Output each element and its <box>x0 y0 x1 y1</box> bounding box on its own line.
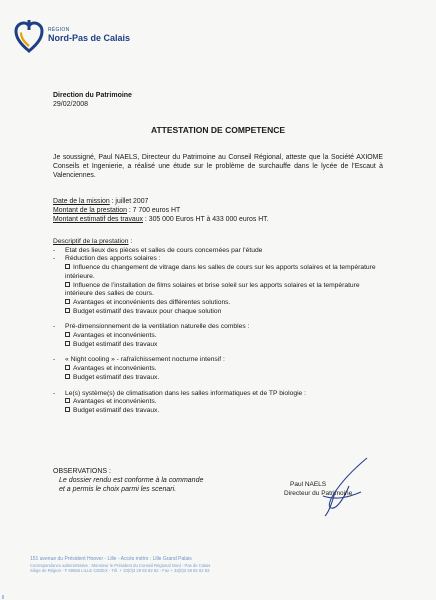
heart-logo-icon <box>14 20 44 54</box>
fact-date-label: Date de la mission <box>53 198 110 205</box>
footer-address: 151 avenue du Président Hoover - Lille - Accès métro : Lille Grand Palais <box>30 556 192 562</box>
sub-item-text: Influence du changement de vitrage dans les salles de cours sur les apports solaires et la température intérieure. <box>65 264 376 280</box>
sub-item <box>53 299 383 308</box>
signatory-name: Paul NAELS <box>290 481 327 488</box>
prestation-description <box>53 238 383 416</box>
list-item <box>53 255 383 264</box>
dash-icon: - <box>53 389 56 397</box>
description-heading-suffix: : <box>128 238 133 245</box>
observations-line-1: Le dossier rendu est conforme à la commande <box>59 477 204 484</box>
checkbox-icon <box>65 264 70 269</box>
sub-item-text: Avantages et inconvénients. <box>73 365 157 373</box>
sender-direction: Direction du Patrimoine <box>53 92 132 99</box>
fact-montant <box>53 206 269 215</box>
region-logo <box>14 20 131 56</box>
description-heading-label: Descriptif de la prestation <box>53 238 129 245</box>
dash-icon: - <box>53 356 56 364</box>
attestation-paragraph: Je soussigné, Paul NAELS, Directeur du Patrimoine au Conseil Régional, atteste que la Société AXIOME Conseils et Ingenierie, a réalisé une étude sur le problème de surchauffe dans le lycée de l’Escaut à Valenciennes. <box>53 154 383 180</box>
document-date: 29/02/2008 <box>53 101 89 108</box>
footer-line-2: Correspondance administrative : Monsieur le Président du Conseil Régional Nord - Pas de Calais <box>30 562 211 568</box>
sub-item-text: Avantages et inconvénients des différentes solutions. <box>73 298 231 306</box>
list-item <box>53 247 383 256</box>
mission-facts <box>53 197 269 224</box>
logo-region-label: RÉGION <box>48 27 70 33</box>
sub-item-text: Budget estimatif des travaux. <box>73 373 160 381</box>
sub-item <box>53 332 383 341</box>
checkbox-icon <box>65 398 70 403</box>
list-item-text: Etat des lieux des pièces et salles de cours concernées par l’étude <box>65 246 263 254</box>
checkbox-icon <box>65 282 70 287</box>
dash-icon: - <box>53 255 56 263</box>
sub-item <box>53 264 383 281</box>
sub-item <box>53 407 383 416</box>
sub-item-text: Budget estimatif des travaux. <box>73 406 160 414</box>
list-item-text: Pré-dimensionnement de la ventilation naturelle des combles : <box>65 323 250 331</box>
logo-region-name: Nord-Pas de Calais <box>48 33 131 43</box>
dash-icon: - <box>53 246 56 254</box>
sub-item-text: Influence de l’installation de films solaires et brise soleil sur les apports solaires et la température intérieure des salles de cours. <box>65 281 360 298</box>
sub-item <box>53 341 383 350</box>
fact-date-value: : juillet 2007 <box>109 198 149 205</box>
page-footer <box>30 557 210 574</box>
fact-travaux-value: : 305 000 Euros HT à 433 000 euros HT. <box>143 216 269 223</box>
list-item-text: Réduction des apports solaires : <box>65 255 161 263</box>
sub-item <box>53 308 383 317</box>
observations-line-2: et a permis le choix parmi les scenari. <box>59 486 177 493</box>
fact-montant-value: : 7 700 euros HT <box>126 207 181 214</box>
sub-item <box>53 282 383 299</box>
fact-travaux-label: Montant estimatif des travaux <box>53 216 144 223</box>
sub-item-text: Avantages et inconvénients. <box>73 332 157 340</box>
fact-travaux <box>53 215 269 224</box>
observations <box>53 467 203 494</box>
signatory-title: Directeur du Patrimoine <box>284 490 353 497</box>
sub-item <box>53 374 383 383</box>
checkbox-icon <box>65 341 70 346</box>
description-heading <box>53 238 383 247</box>
footer-line-3: Siège de Région - F 59555 LILLE CEDEX - Tél. + 33(0)3 28 82 82 82 - Fax + 33(0)3 28 82 82 83 <box>30 568 210 574</box>
list-item-text: « Night cooling » - rafraîchissement nocturne intensif : <box>65 356 225 364</box>
sub-item-text: Budget estimatif des travaux <box>73 340 158 348</box>
checkbox-icon <box>65 407 70 412</box>
sub-item-text: Budget estimatif des travaux pour chaque solution <box>73 307 222 315</box>
sub-item-text: Avantages et inconvénients. <box>73 398 157 406</box>
margin-mark <box>2 595 4 599</box>
list-item <box>53 356 383 365</box>
checkbox-icon <box>65 365 70 370</box>
sub-item <box>53 398 383 407</box>
list-item-text: Le(s) système(s) de climatisation dans les salles informatiques et de TP biologie : <box>65 389 306 397</box>
checkbox-icon <box>65 332 70 337</box>
fact-date <box>53 197 269 206</box>
signature-block <box>284 478 400 518</box>
observations-label: OBSERVATIONS : <box>53 468 111 475</box>
sub-item <box>53 365 383 374</box>
list-item <box>53 323 383 332</box>
checkbox-icon <box>65 374 70 379</box>
fact-montant-label: Montant de la prestation <box>53 207 127 214</box>
checkbox-icon <box>65 308 70 313</box>
dash-icon: - <box>53 323 56 331</box>
document-title: ATTESTATION DE COMPETENCE <box>150 125 286 135</box>
checkbox-icon <box>65 299 70 304</box>
list-item <box>53 390 383 399</box>
